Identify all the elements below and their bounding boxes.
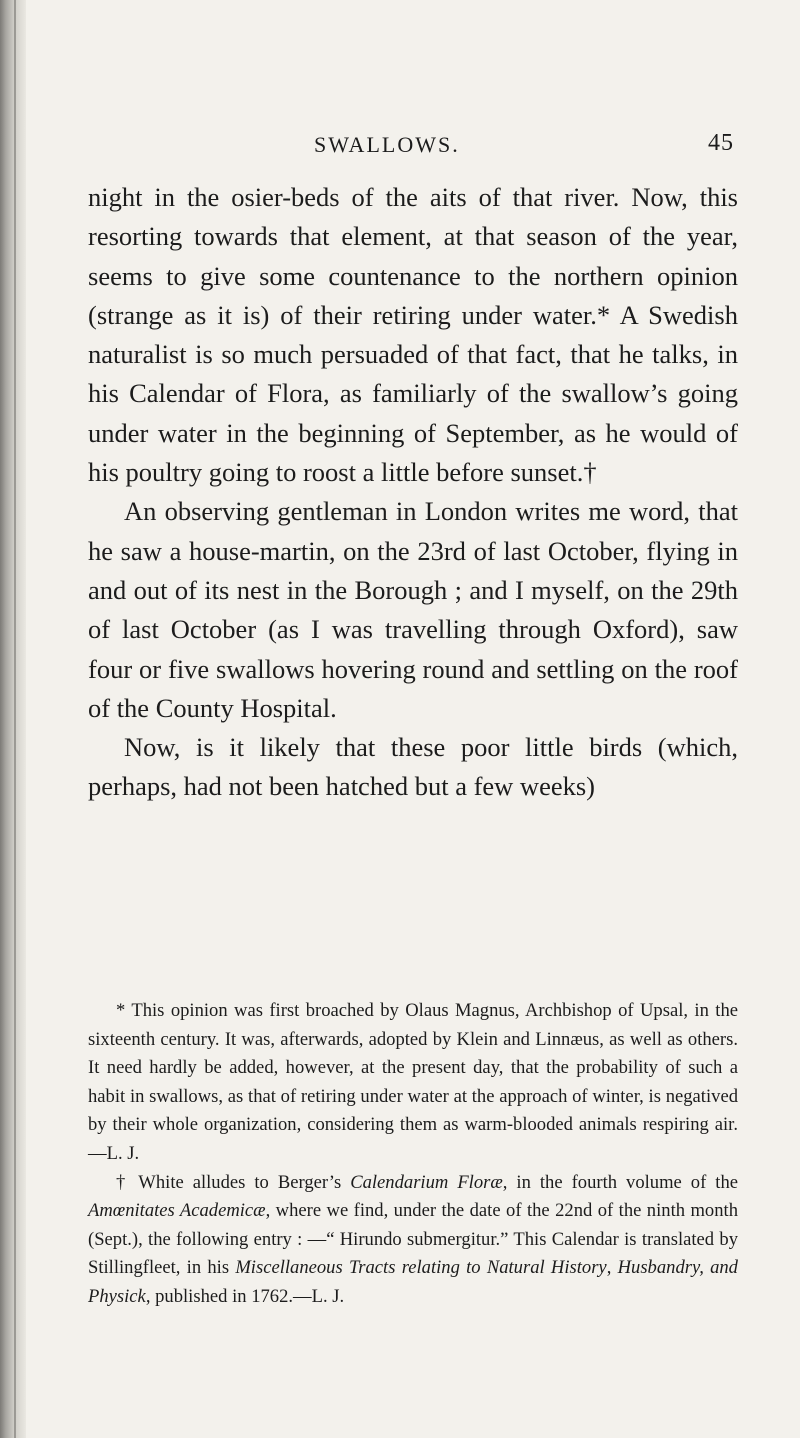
footnote-2-text-5: , published in 1762.—L. J. [145,1285,345,1307]
footnote-2-text-3: , where we find, under the date of the 22nd of the ninth month (Sept.), the following entry : —“ Hirundo submergitur.” This Calendar is translated by Stillingfleet, in his [88,1200,738,1279]
footnote-2-text-1: † White alludes to Berger’s [116,1171,351,1193]
running-title: SWALLOWS. [314,132,460,157]
paragraph-1: night in the osier-beds of the aits of that river. Now, this resorting towards that element, at that season of the year, seems to give some countenance to the northern opinion (strange as it is) of their retiring under water.* A Swedish naturalist is so much persuaded of that fact, that he talks, in his Calendar of Flora, as familiarly of the swallow’s going under water in the beginning of September, as he would of his poultry going to roost a little before sunset.† [88,182,738,488]
footnote-2-text-2: , in the fourth volume of the [502,1171,738,1193]
footnote-1: * This opinion was first broached by Olaus Magnus, Archbishop of Upsal, in the sixteenth century. It was, afterwards, adopted by Klein and Linnæus, as well as others. It need hardly be added, however, at the present day, that the probability of such a habit in swallows, as that of retiring under water at the approach of winter, is negatived by their whole organization, considering them as warm-blooded animals respiring air.—L. J. [88,1000,738,1164]
footnote-2-title-calendarium: Calendarium Floræ [350,1171,503,1193]
footnote-2-title-amoenitates: Amœnitates Academicæ [88,1200,266,1222]
binding-gutter [0,0,26,1438]
footnotes [88,997,738,1312]
main-text [88,178,738,807]
footnote-2-title-miscellaneous-tracts: Miscellaneous Tracts relating to Natural History [235,1257,607,1279]
footnote-2 [88,1169,738,1312]
running-head [88,132,738,162]
paragraph-3: Now, is it likely that these poor little birds (which, perhaps, had not been hatched but a few weeks) [88,732,738,802]
footnote-2-title-husbandry: Husbandry, and Physick [88,1257,738,1307]
binding-edge-line [14,0,16,1438]
page-number: 45 [708,130,734,156]
footnote-2-text-4: , [606,1257,618,1279]
paragraph-2: An observing gentleman in London writes me word, that he saw a house-martin, on the 23rd of last October, flying in and out of its nest in the Borough ; and I myself, on the 29th of last October (as I was travelling through Oxford), saw four or five swallows hovering round and settling on the roof of the County Hospital. [88,496,738,723]
